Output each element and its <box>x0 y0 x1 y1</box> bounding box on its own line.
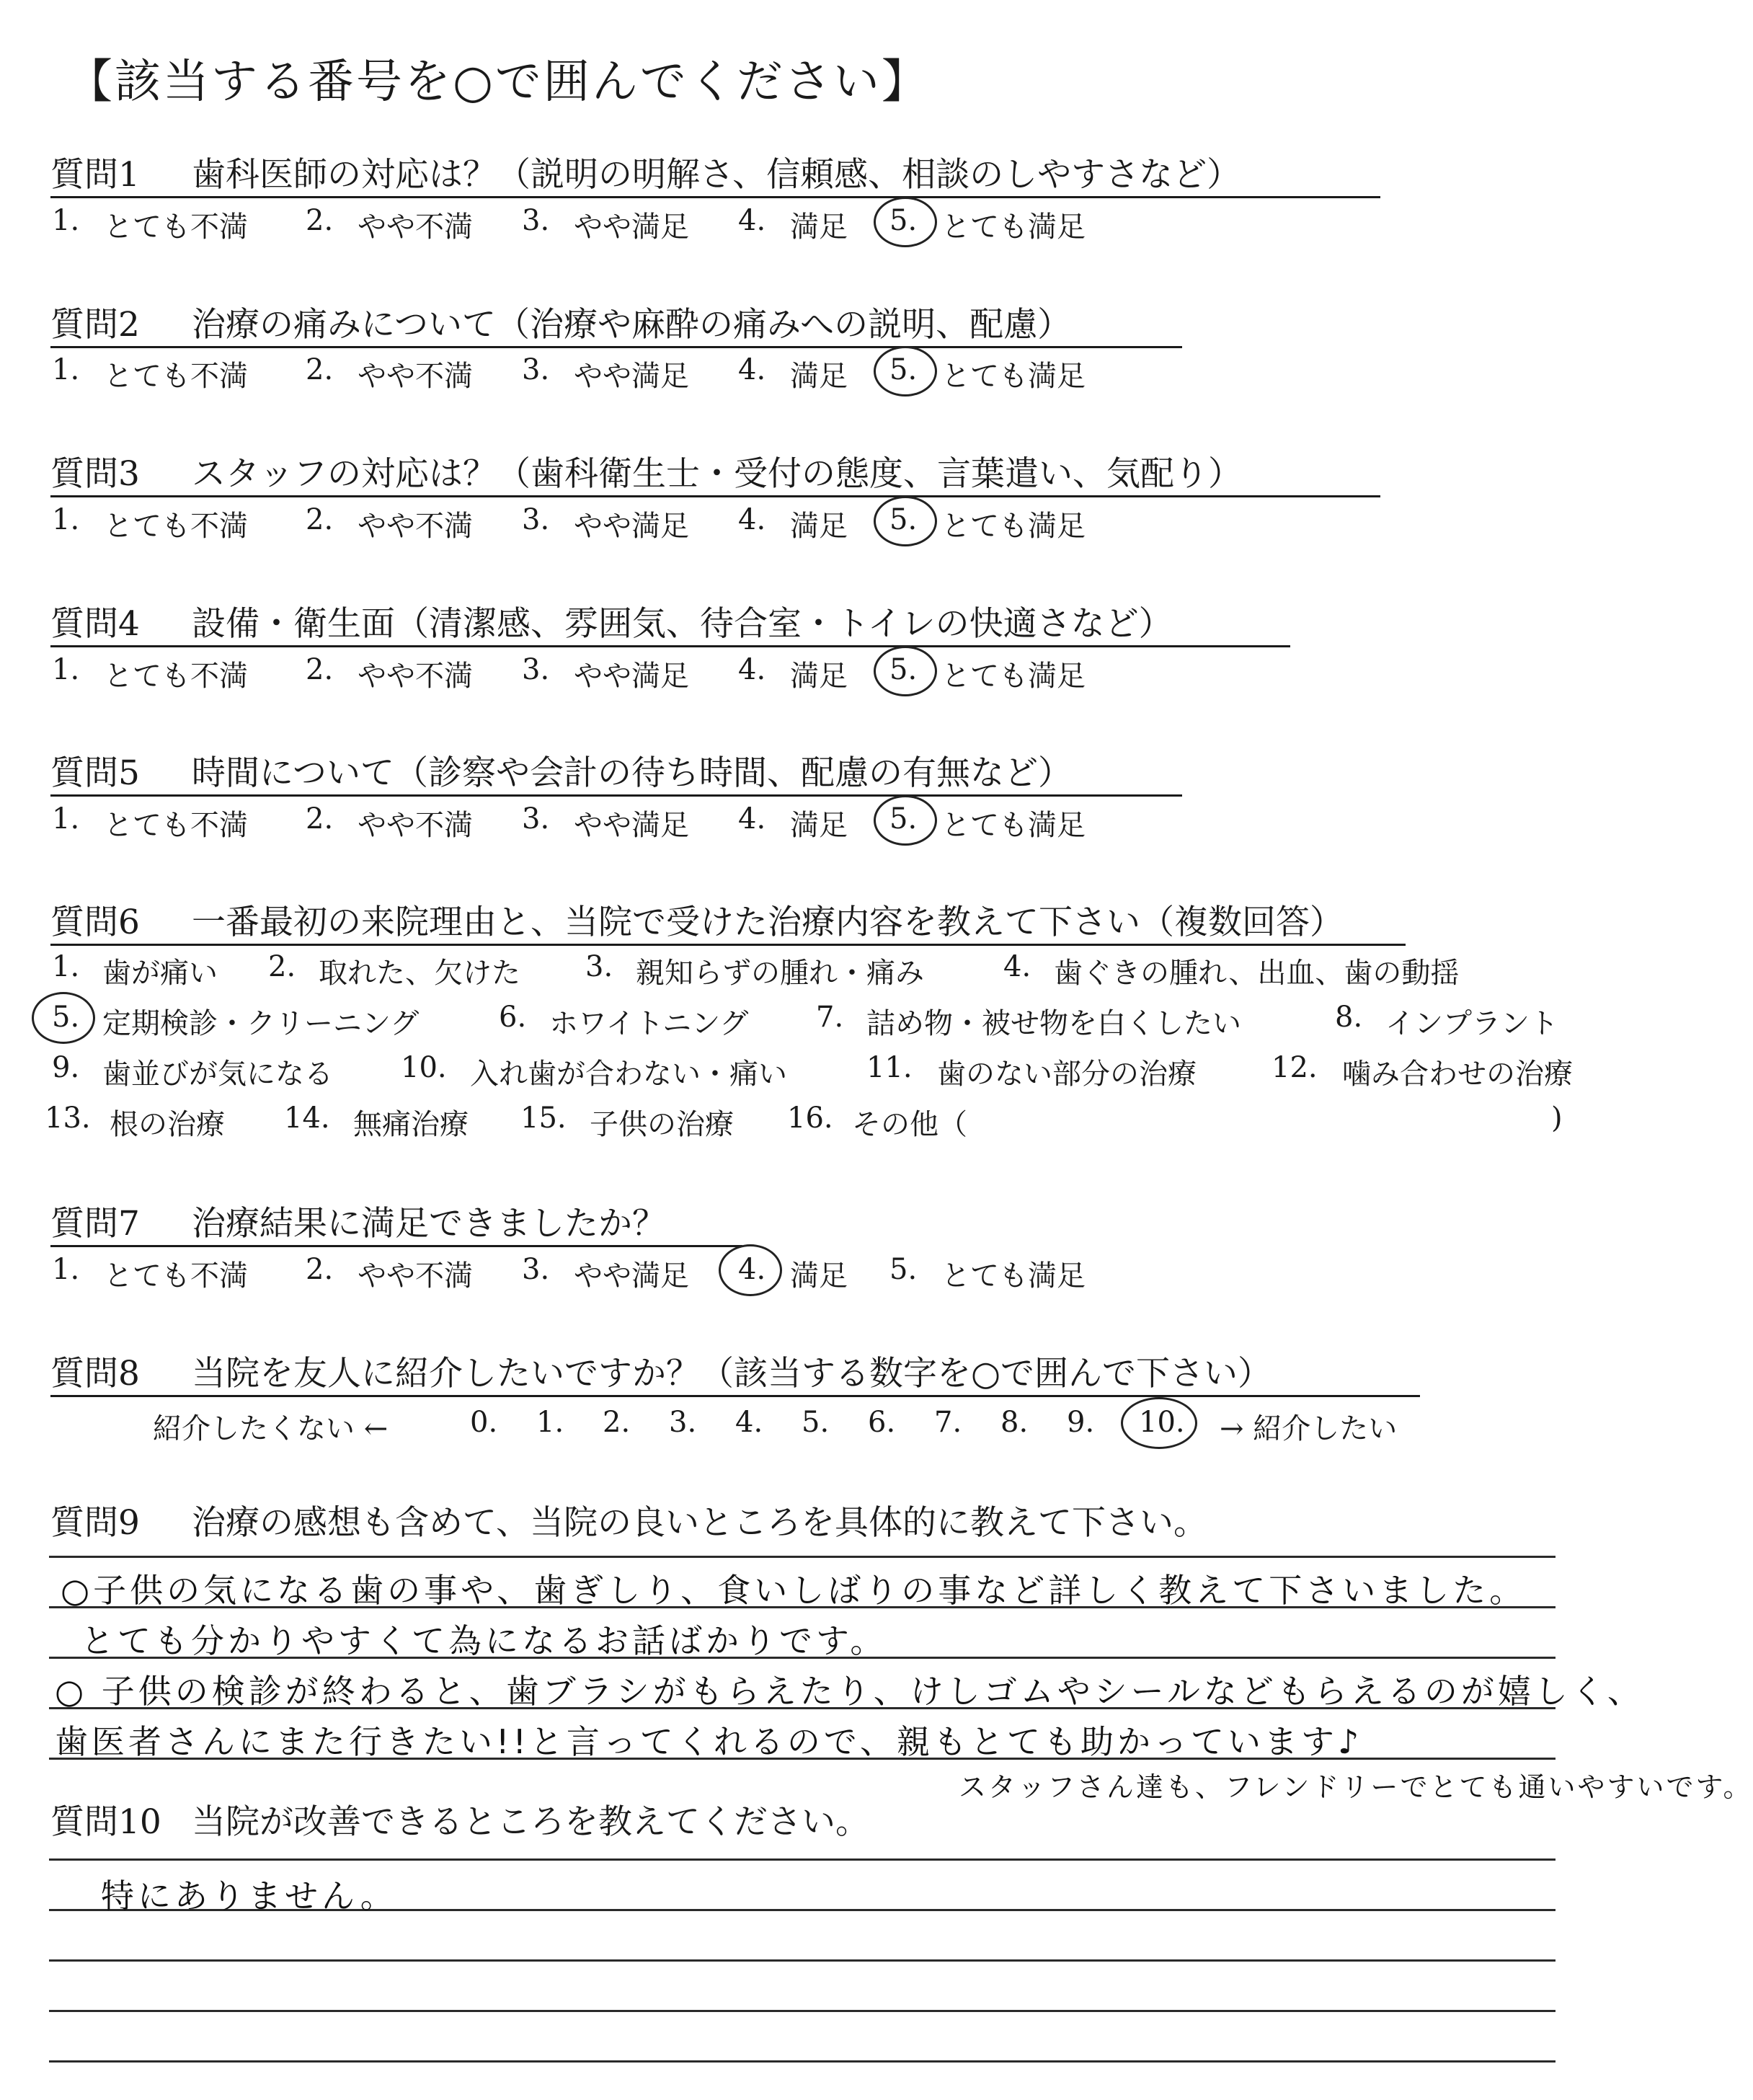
option-label: 歯並びが気になる <box>102 1058 333 1091</box>
question-number: 質問8 <box>50 1354 140 1394</box>
option-1-label: とても不満 <box>104 510 248 543</box>
option-1-num[interactable]: 1. <box>52 353 80 386</box>
option-5-num[interactable]: 5. <box>889 653 918 686</box>
option-3-label: やや満足 <box>574 360 689 393</box>
selected-answer-circle <box>874 646 937 696</box>
option-num[interactable]: 1. <box>52 950 80 983</box>
option-5-label: とても満足 <box>941 211 1086 244</box>
question-text: 時間について（診察や会計の待ち時間、配慮の有無など） <box>192 753 1073 793</box>
option-label: 子供の治療 <box>590 1108 734 1141</box>
option-2-label: やや不満 <box>358 360 473 393</box>
question-5-heading <box>50 746 1072 794</box>
option-4-label: 満足 <box>790 660 848 693</box>
selected-answer-circle <box>1121 1397 1197 1449</box>
option-5-num[interactable]: 5. <box>889 353 918 386</box>
question-2-heading <box>50 298 1071 346</box>
option-4-num[interactable]: 4. <box>738 503 766 536</box>
question-text: スタッフの対応は？（歯科衛生士・受付の態度、言葉遣い、気配り） <box>192 454 1242 494</box>
option-label: ホワイトニング <box>549 1007 749 1040</box>
scale-value-4[interactable]: 4. <box>735 1406 763 1439</box>
question-number: 質問10 <box>50 1802 161 1842</box>
option-num[interactable]: 14. <box>284 1102 330 1135</box>
option-label: 噛み合わせの治療 <box>1342 1058 1573 1091</box>
selected-answer-circle <box>874 197 937 247</box>
scale-value-10[interactable]: 10. <box>1139 1406 1185 1439</box>
option-num[interactable]: 2. <box>268 950 296 983</box>
option-5-label: とても満足 <box>941 360 1086 393</box>
answer-line <box>49 1556 1555 1558</box>
question-4-underline <box>50 645 1290 647</box>
option-label: 詰め物・被せ物を白くしたい <box>866 1007 1241 1040</box>
question-1-heading <box>50 148 1241 196</box>
selected-answer-circle <box>32 992 95 1044</box>
option-5-num[interactable]: 5. <box>889 802 918 836</box>
question-10-heading <box>50 1795 869 1843</box>
handwritten-answer-line: ○子供の気になる歯の事や、歯ぎしり、食いしばりの事など詳しく教えて下さいました。 <box>61 1571 1527 1610</box>
selected-answer-circle <box>874 496 937 546</box>
option-2-num[interactable]: 2. <box>306 653 334 686</box>
option-3-num[interactable]: 3. <box>522 653 550 686</box>
option-5-num[interactable]: 5. <box>889 1253 918 1286</box>
option-4-label: 満足 <box>790 809 848 842</box>
option-num[interactable]: 10. <box>401 1051 447 1084</box>
question-number: 質問2 <box>50 305 140 345</box>
question-number: 質問9 <box>50 1503 140 1543</box>
option-3-num[interactable]: 3. <box>522 503 550 536</box>
option-2-label: やや不満 <box>358 510 473 543</box>
option-3-label: やや満足 <box>574 809 689 842</box>
question-number: 質問6 <box>50 903 140 942</box>
scale-value-2[interactable]: 2. <box>603 1406 631 1439</box>
option-num[interactable]: 4. <box>1003 950 1031 983</box>
option-1-num[interactable]: 1. <box>52 802 80 836</box>
selected-answer-circle <box>874 346 937 396</box>
option-5-label: とても満足 <box>941 660 1086 693</box>
option-3-label: やや満足 <box>574 211 689 244</box>
option-num[interactable]: 3. <box>585 950 613 983</box>
option-label: その他（ <box>852 1108 967 1141</box>
option-4-label: 満足 <box>790 360 848 393</box>
option-num[interactable]: 6. <box>499 1001 527 1034</box>
option-1-num[interactable]: 1. <box>52 503 80 536</box>
question-text: 治療の痛みについて（治療や麻酔の痛みへの説明、配慮） <box>192 305 1072 345</box>
option-3-num[interactable]: 3. <box>522 802 550 836</box>
option-2-label: やや不満 <box>358 1259 473 1293</box>
option-label: 親知らずの腫れ・痛み <box>636 957 924 990</box>
option-5-num[interactable]: 5. <box>889 204 918 237</box>
option-4-num[interactable]: 4. <box>738 802 766 836</box>
option-label: 入れ歯が合わない・痛い <box>470 1058 787 1091</box>
option-4-num[interactable]: 4. <box>738 204 766 237</box>
answer-line <box>49 2060 1555 2063</box>
option-label: 歯のない部分の治療 <box>937 1058 1197 1091</box>
option-1-label: とても不満 <box>104 809 248 842</box>
option-1-num[interactable]: 1. <box>52 1253 80 1286</box>
question-8-heading <box>50 1347 1272 1395</box>
selected-answer-circle <box>874 795 937 846</box>
option-2-label: やや不満 <box>358 211 473 244</box>
option-4-label: 満足 <box>790 510 848 543</box>
question-text: 治療の感想も含めて、当院の良いところを具体的に教えて下さい。 <box>192 1503 1208 1543</box>
option-2-num[interactable]: 2. <box>306 802 334 836</box>
scale-value-6[interactable]: 6. <box>868 1406 896 1439</box>
option-3-label: やや満足 <box>574 1259 689 1293</box>
option-4-num[interactable]: 4. <box>738 353 766 386</box>
scale-value-7[interactable]: 7. <box>934 1406 962 1439</box>
question-number: 質問4 <box>50 604 140 644</box>
option-num[interactable]: 11. <box>866 1051 913 1084</box>
option-1-label: とても不満 <box>104 211 248 244</box>
option-4-num[interactable]: 4. <box>738 1253 766 1286</box>
option-4-num[interactable]: 4. <box>738 653 766 686</box>
handwritten-answer-line: 特にありません。 <box>101 1877 397 1915</box>
question-number: 質問7 <box>50 1204 140 1244</box>
option-2-num[interactable]: 2. <box>306 1253 334 1286</box>
option-label: 歯が痛い <box>102 957 218 990</box>
option-num[interactable]: 9. <box>52 1051 80 1084</box>
option-num[interactable]: 5. <box>52 1001 80 1034</box>
option-1-label: とても不満 <box>104 660 248 693</box>
question-5-underline <box>50 794 1182 797</box>
option-5-num[interactable]: 5. <box>889 503 918 536</box>
form-title: 【該当する番号を○で囲んでください】 <box>66 56 930 109</box>
option-2-num[interactable]: 2. <box>306 204 334 237</box>
option-5-label: とても満足 <box>941 1259 1086 1293</box>
option-5-label: とても満足 <box>941 809 1086 842</box>
question-text: 当院が改善できるところを教えてください。 <box>192 1802 869 1842</box>
option-1-label: とても不満 <box>104 360 248 393</box>
option-num[interactable]: 15. <box>520 1102 567 1135</box>
option-3-label: やや満足 <box>574 660 689 693</box>
option-4-label: 満足 <box>790 211 848 244</box>
option-num[interactable]: 7. <box>816 1001 844 1034</box>
option-2-num[interactable]: 2. <box>306 353 334 386</box>
question-4-heading <box>50 597 1173 645</box>
handwritten-answer-line: 歯医者さんにまた行きたい!!と言ってくれるので、親もとても助かっています♪ <box>55 1722 1363 1761</box>
option-1-num[interactable]: 1. <box>52 204 80 237</box>
scale-value-1[interactable]: 1. <box>536 1406 564 1439</box>
option-label: 歯ぐきの腫れ、出血、歯の動揺 <box>1054 957 1460 990</box>
question-number: 質問1 <box>50 155 140 195</box>
question-text: 当院を友人に紹介したいですか？（該当する数字を○で囲んで下さい） <box>192 1354 1272 1394</box>
option-3-num[interactable]: 3. <box>522 204 550 237</box>
handwritten-answer-line: とても分かりやすくて為になるお話ばかりです。 <box>81 1621 887 1660</box>
scale-value-5[interactable]: 5. <box>802 1406 830 1439</box>
scale-value-0[interactable]: 0. <box>470 1406 498 1439</box>
question-1-underline <box>50 196 1380 198</box>
question-text: 一番最初の来院理由と、当院で受けた治療内容を教えて下さい（複数回答） <box>192 903 1344 942</box>
option-3-num[interactable]: 3. <box>522 1253 550 1286</box>
option-label: 取れた、欠けた <box>319 957 520 990</box>
option-2-label: やや不満 <box>358 660 473 693</box>
option-2-num[interactable]: 2. <box>306 503 334 536</box>
option-1-label: とても不満 <box>104 1259 248 1293</box>
question-9-heading <box>50 1496 1207 1544</box>
question-7-underline <box>50 1245 742 1247</box>
answer-line <box>49 1858 1555 1861</box>
option-label: 根の治療 <box>110 1108 225 1141</box>
option-4-label: 満足 <box>790 1259 848 1293</box>
option-label: 無痛治療 <box>353 1108 469 1141</box>
question-text: 設備・衛生面（清潔感、雰囲気、待合室・トイレの快適さなど） <box>192 604 1173 644</box>
option-num[interactable]: 16. <box>787 1102 833 1135</box>
selected-answer-circle <box>719 1244 782 1296</box>
option-num[interactable]: 13. <box>45 1102 91 1135</box>
option-3-num[interactable]: 3. <box>522 353 550 386</box>
question-number: 質問3 <box>50 454 140 494</box>
other-close-paren: ) <box>1551 1102 1563 1135</box>
question-number: 質問5 <box>50 753 140 793</box>
option-label: インプラント <box>1385 1007 1558 1040</box>
question-3-underline <box>50 495 1380 497</box>
scale-value-9[interactable]: 9. <box>1067 1406 1095 1439</box>
scale-right-label: → 紹介したい <box>1220 1412 1398 1445</box>
question-8-underline <box>50 1395 1420 1397</box>
option-label: 定期検診・クリーニング <box>102 1007 420 1040</box>
question-text: 歯科医師の対応は？（説明の明解さ、信頼感、相談のしやすさなど） <box>192 155 1241 195</box>
option-5-label: とても満足 <box>941 510 1086 543</box>
scale-left-label: 紹介したくない ← <box>153 1412 389 1445</box>
handwritten-answer-line: スタッフさん達も、フレンドリーでとても通いやすいです。 <box>959 1771 1753 1803</box>
option-num[interactable]: 8. <box>1335 1001 1363 1034</box>
scale-value-3[interactable]: 3. <box>669 1406 697 1439</box>
question-6-heading <box>50 895 1344 944</box>
option-num[interactable]: 12. <box>1272 1051 1318 1084</box>
question-3-heading <box>50 447 1242 495</box>
option-2-label: やや不満 <box>358 809 473 842</box>
option-1-num[interactable]: 1. <box>52 653 80 686</box>
answer-line <box>49 1959 1555 1962</box>
question-6-underline <box>50 944 1406 946</box>
question-2-underline <box>50 346 1182 348</box>
handwritten-answer-line: ○ 子供の検診が終わると、歯ブラシがもらえたり、けしゴムやシールなどもらえるのが嬉しく、 <box>55 1672 1644 1711</box>
answer-line <box>49 2010 1555 2012</box>
question-7-heading <box>50 1197 666 1245</box>
option-3-label: やや満足 <box>574 510 689 543</box>
question-text: 治療結果に満足できましたか？ <box>192 1204 666 1244</box>
scale-value-8[interactable]: 8. <box>1000 1406 1029 1439</box>
